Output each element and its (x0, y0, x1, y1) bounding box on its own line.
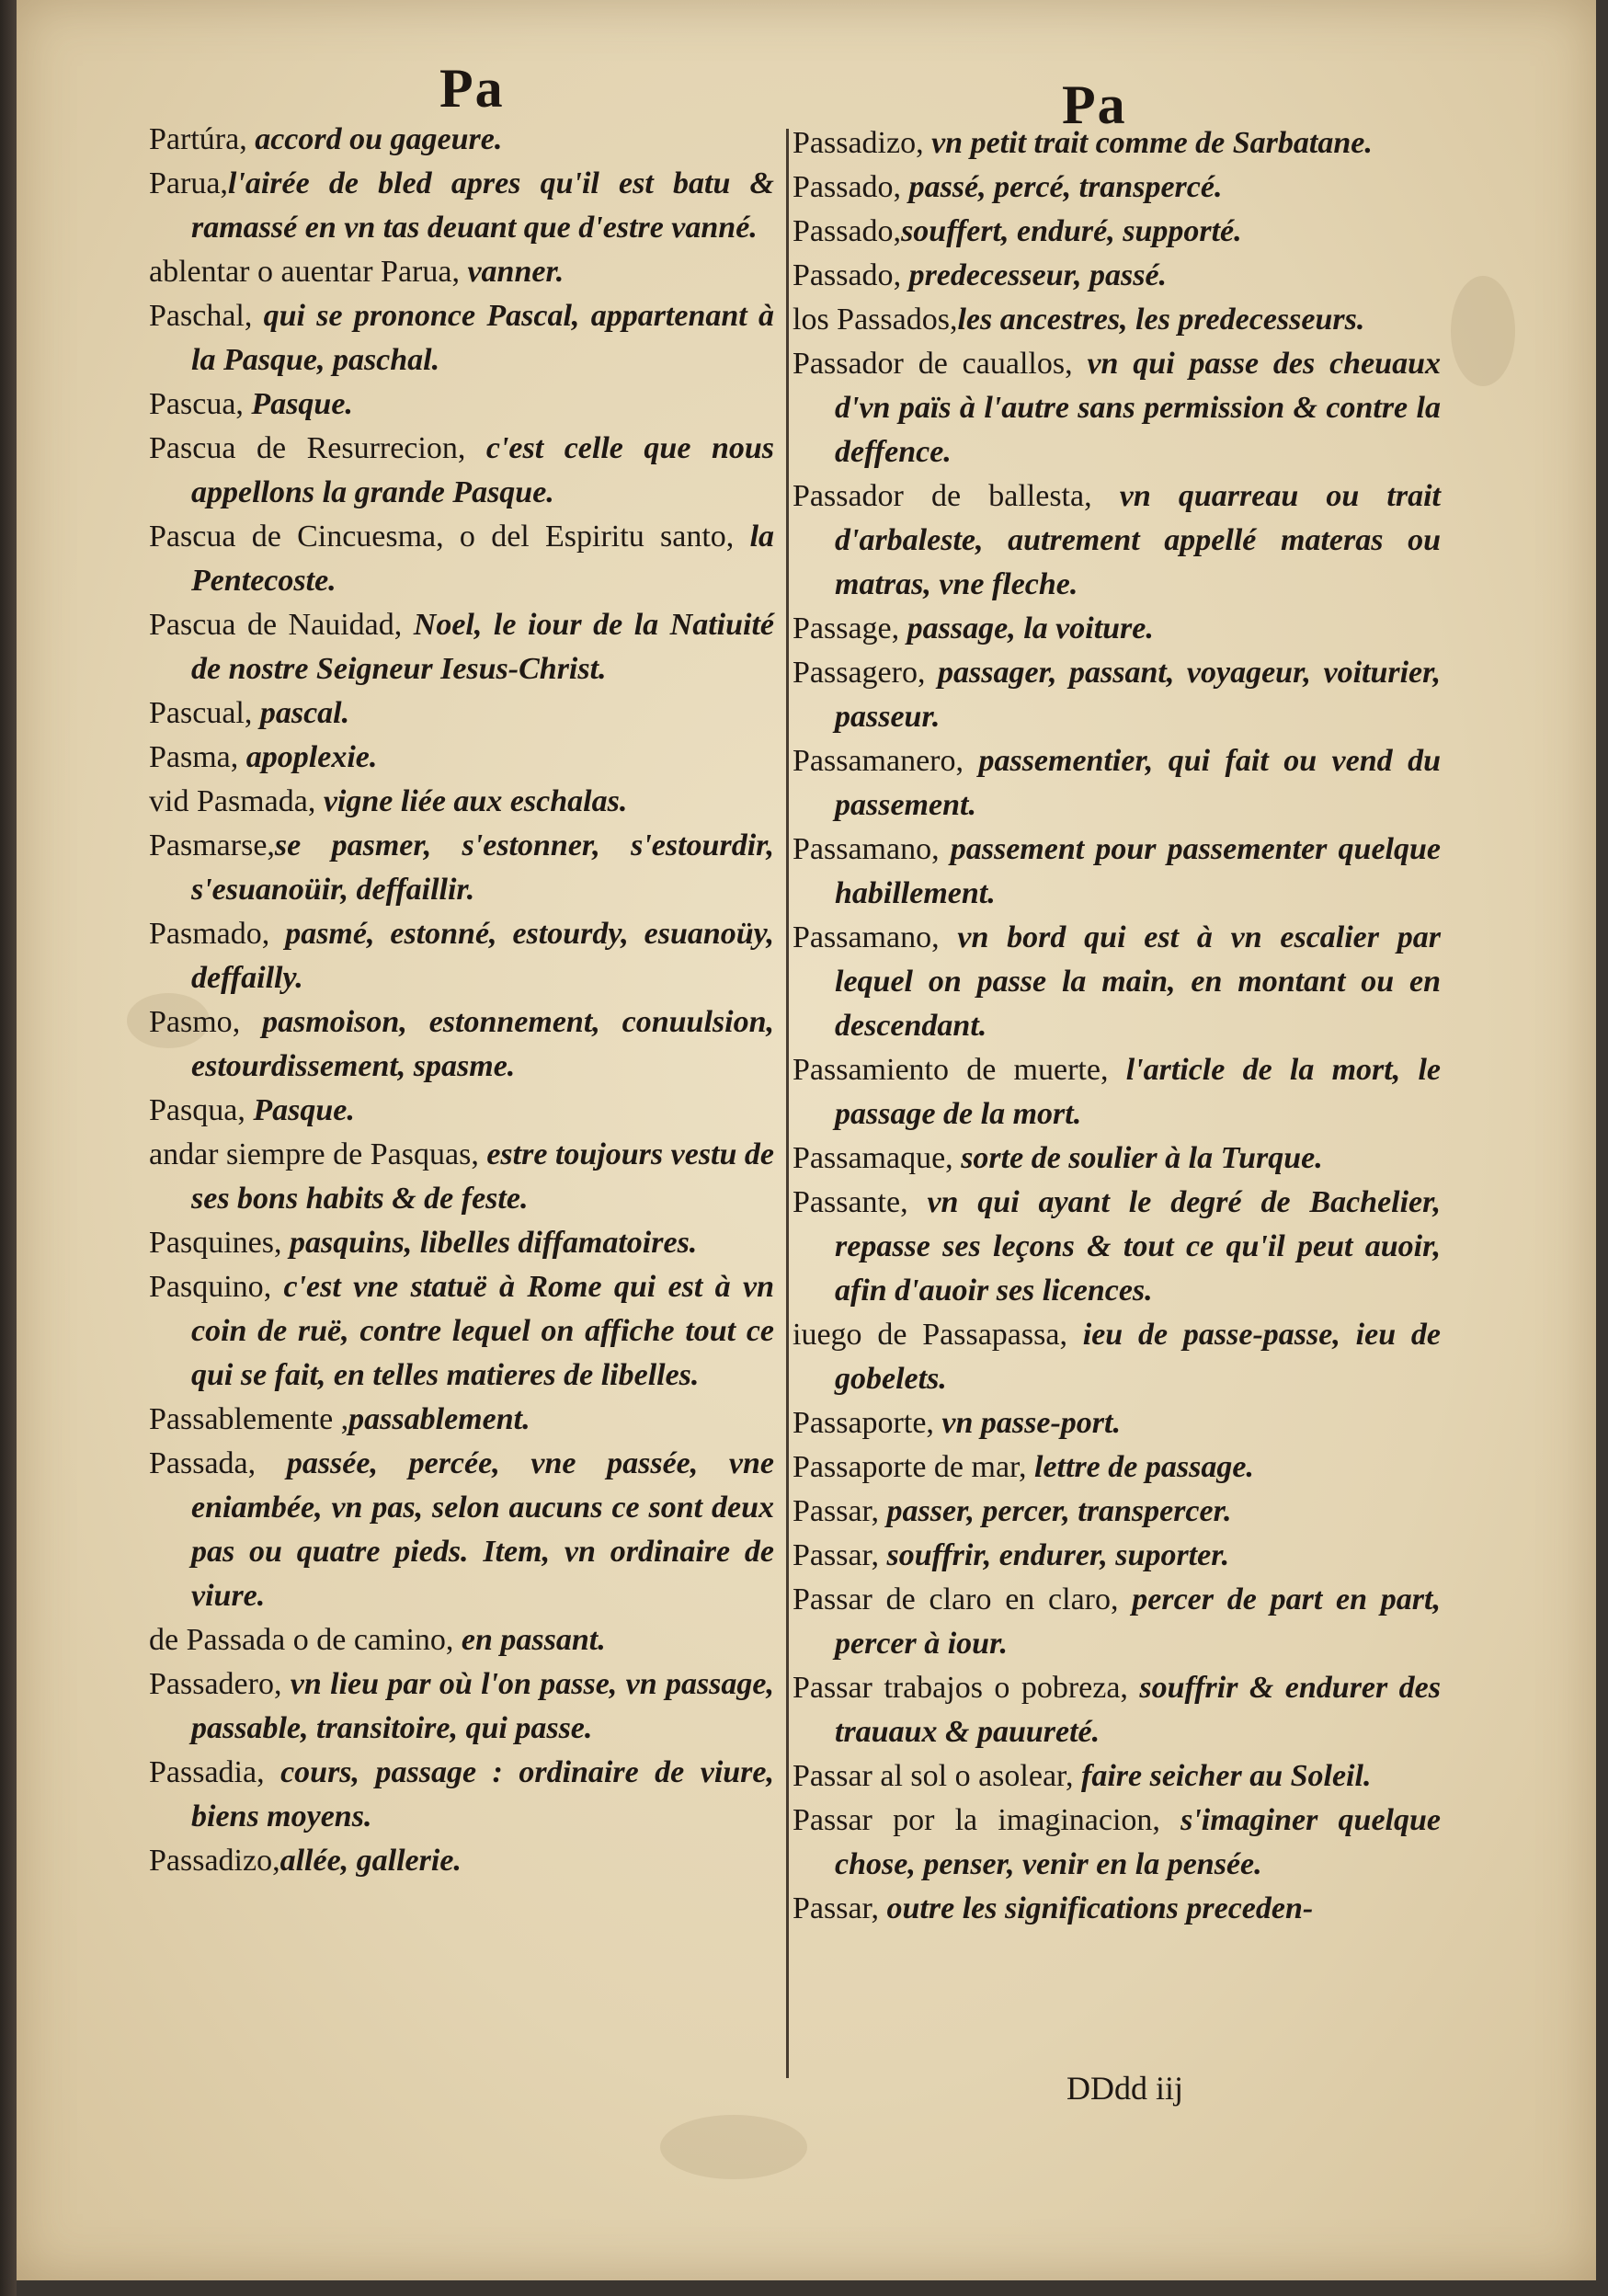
page-header-right: Pa (1062, 74, 1127, 135)
entry-definition: passer, percer, transpercer. (886, 1494, 1232, 1528)
entry-separator: , (244, 299, 264, 333)
dictionary-entry (793, 1799, 1441, 1887)
entry-separator: , (457, 431, 486, 465)
dictionary-entry (149, 427, 774, 515)
dictionary-entry (793, 1445, 1441, 1490)
dictionary-entry (793, 739, 1441, 828)
entry-headword: Pascua, (149, 387, 244, 421)
entry-definition: Noel, le iour de la Natiuité de nostre Seigneur Iesus-Christ. (191, 608, 775, 686)
entry-definition: passager, passant, voyageur, voiturier, passeur. (835, 656, 1441, 734)
entry-definition: predecesseur, passé. (908, 258, 1168, 292)
dictionary-entry (149, 162, 774, 250)
entry-definition: allée, gallerie. (279, 1844, 462, 1878)
left-column (149, 118, 774, 1883)
entry-headword: iuego de Passapassa (793, 1318, 1060, 1352)
dictionary-entry (793, 1048, 1441, 1137)
entry-headword: Pascua de Nauidad (149, 608, 394, 642)
entry-separator: , (900, 1185, 928, 1219)
dictionary-entry (793, 166, 1441, 210)
page-header-left: Pa (439, 58, 505, 119)
entry-headword: Pasmo (149, 1005, 233, 1039)
entry-separator: , (1059, 1318, 1083, 1352)
dictionary-entry (149, 1442, 774, 1618)
entry-separator (879, 1891, 887, 1925)
dictionary-entry (149, 1089, 774, 1133)
page-edge (0, 0, 17, 2296)
entry-separator: , (1084, 479, 1120, 513)
entry-definition: vn quarreau ou trait d'arbaleste, autrement appellé materas ou matras, vne fleche. (835, 479, 1441, 601)
entry-definition: lettre de passage. (1034, 1450, 1254, 1484)
entry-definition: sorte de soulier à la Turque. (961, 1141, 1323, 1175)
entry-headword: Pasqua, (149, 1093, 245, 1127)
entry-headword: Partúra (149, 122, 240, 156)
entry-definition: ieu de passe-passe, ieu de gobelets. (835, 1318, 1442, 1396)
dictionary-entry (793, 121, 1441, 166)
entry-separator (953, 1141, 962, 1175)
entry-definition: pasmoison, estonnement, conuulsion, estourdissement, spasme. (191, 1005, 774, 1083)
entry-definition: vn qui ayant le degré de Bachelier, repasse ses leçons & tout ce qu'il peut auoir, afin d'auoir ses licences. (835, 1185, 1442, 1308)
entry-separator: , (274, 1226, 290, 1260)
dictionary-entry (793, 1534, 1441, 1578)
entry-definition: passement pour passementer quelque habillement. (835, 832, 1441, 910)
entry-separator: , (893, 258, 909, 292)
entry-separator: , (445, 1623, 462, 1657)
dictionary-entry (793, 1313, 1441, 1401)
entry-headword: Passadizo, (793, 126, 924, 160)
dictionary-entry (149, 736, 774, 780)
dictionary-entry (793, 1181, 1441, 1313)
column-divider (786, 129, 789, 2078)
entry-headword: Passamanero, (793, 744, 964, 778)
entry-definition: se pasmer, s'estonner, s'estourdir, s'esuanoüir, deffaillir. (191, 828, 774, 907)
entry-definition: estre toujours vestu de ses bons habits & de feste. (191, 1137, 775, 1216)
entry-headword: Pasma, (149, 740, 239, 774)
entry-definition: vn qui passe des cheuaux d'vn païs à l'autre sans permission & contre la deffence. (835, 347, 1441, 469)
dictionary-entry (793, 342, 1441, 474)
entry-headword: Passage, (793, 611, 900, 645)
entry-definition: souffrir & endurer des trauaux & pauureté. (835, 1671, 1442, 1749)
entry-separator: , (263, 1270, 284, 1304)
entry-headword: Pascual, (149, 696, 253, 730)
entry-definition: accord ou gageure. (255, 122, 503, 156)
entry-separator (256, 1446, 287, 1480)
entry-headword: Pascua de Cincuesma, o del Espiritu santo, (149, 520, 735, 554)
dictionary-entry (793, 1578, 1441, 1666)
entry-headword: ablentar o auentar Parua, (149, 255, 460, 289)
entry-headword: los Passados, (793, 303, 958, 337)
entry-headword: Pasmarse, (149, 828, 275, 862)
entry-headword: Passador de ballesta (793, 479, 1085, 513)
entry-separator (899, 611, 907, 645)
dictionary-entry (149, 824, 774, 912)
entry-separator: , (239, 122, 256, 156)
dictionary-entry (793, 607, 1441, 651)
entry-definition: vn petit trait comme de Sarbatane. (931, 126, 1373, 160)
entry-headword: vid Pasmada (149, 784, 308, 818)
paper-stain (660, 2115, 807, 2179)
entry-separator (924, 126, 932, 160)
entry-separator (1108, 1053, 1125, 1087)
dictionary-entry (149, 294, 774, 383)
entry-headword: Passar por la imaginacion (793, 1803, 1153, 1837)
entry-definition: vigne liée aux eschalas. (323, 784, 628, 818)
entry-separator (1027, 1450, 1035, 1484)
entry-headword: Pascua de Resurrecion (149, 431, 458, 465)
entry-separator: , (931, 920, 958, 954)
entry-separator (269, 917, 285, 951)
entry-headword: Passar al sol o asolear (793, 1759, 1066, 1793)
entry-separator (879, 1494, 887, 1528)
entry-headword: Passaporte de mar, (793, 1450, 1027, 1484)
entry-headword: Passamano (793, 832, 932, 866)
entry-definition: passementier, qui fait ou vend du passement. (835, 744, 1442, 822)
entry-separator (252, 696, 260, 730)
entry-definition: outre les significations preceden- (886, 1891, 1314, 1925)
right-column (793, 121, 1441, 1931)
entry-headword: de Passada o de camino (149, 1623, 446, 1657)
entry-definition: pasmé, estonné, estourdy, esuanoüy, deffailly. (191, 917, 774, 995)
entry-separator (925, 656, 938, 690)
dictionary-entry (149, 250, 774, 294)
dictionary-entry (149, 1221, 774, 1265)
entry-headword: Passablemente (149, 1402, 334, 1436)
dictionary-entry (149, 603, 774, 691)
entry-separator (964, 744, 978, 778)
entry-headword: Passada, (149, 1446, 257, 1480)
entry-definition: la Pentecoste. (191, 520, 775, 598)
dictionary-entry (149, 912, 774, 1000)
entry-headword: Passado, (793, 170, 902, 204)
entry-separator: , (257, 1755, 281, 1789)
dictionary-entry (793, 1754, 1441, 1799)
entry-headword: Parua, (149, 166, 228, 200)
entry-definition: vanner. (467, 255, 565, 289)
entry-definition: passage, la voiture. (907, 611, 1154, 645)
entry-separator: , (1065, 347, 1088, 381)
dictionary-entry (793, 828, 1441, 916)
entry-headword: Passamiento de muerte, (793, 1053, 1109, 1087)
entry-headword: Paschal (149, 299, 245, 333)
dictionary-entry (149, 1000, 774, 1089)
dictionary-entry (149, 1618, 774, 1662)
entry-separator (238, 740, 246, 774)
entry-headword: Passar trabajos o pobreza (793, 1671, 1121, 1705)
entry-headword: Passagero, (793, 656, 926, 690)
dictionary-entry (793, 1137, 1441, 1181)
entry-headword: Passado, (793, 214, 902, 248)
entry-definition: s'imaginer quelque chose, penser, venir en la pensée. (835, 1803, 1442, 1881)
dictionary-entry (793, 210, 1441, 254)
entry-definition: l'article de la mort, le passage de la mort. (835, 1053, 1442, 1131)
entry-separator: , (333, 1402, 349, 1436)
entry-separator: , (307, 784, 324, 818)
dictionary-entry (793, 651, 1441, 739)
entry-definition: souffrir, endurer, suporter. (886, 1538, 1230, 1572)
dictionary-entry (149, 1265, 774, 1398)
entry-separator: , (393, 608, 414, 642)
entry-headword: Pasquines (149, 1226, 274, 1260)
entry-separator: , (931, 832, 951, 866)
entry-separator: , (1152, 1803, 1181, 1837)
entry-separator: , (1120, 1671, 1140, 1705)
entry-separator (1119, 1582, 1133, 1616)
dictionary-entry (793, 1401, 1441, 1445)
entry-headword: Passador de cauallos (793, 347, 1066, 381)
dictionary-entry (793, 474, 1441, 607)
entry-headword: Passamaque, (793, 1141, 953, 1175)
entry-definition: vn passe-port. (941, 1406, 1121, 1440)
entry-definition: passablement. (348, 1402, 530, 1436)
dictionary-entry (149, 1751, 774, 1839)
entry-definition: faire seicher au Soleil. (1081, 1759, 1372, 1793)
dictionary-entry (149, 515, 774, 603)
dictionary-entry (149, 1398, 774, 1442)
entry-headword: Passado (793, 258, 894, 292)
dictionary-entry (793, 916, 1441, 1048)
entry-headword: Passar, (793, 1891, 880, 1925)
entry-headword: Passante (793, 1185, 901, 1219)
entry-separator: , (232, 1005, 263, 1039)
entry-definition: les ancestres, les predecesseurs. (957, 303, 1365, 337)
entry-headword: andar siempre de Pasquas, (149, 1137, 479, 1171)
entry-definition: c'est vne statuë à Rome qui est à vn coin de ruë, contre lequel on affiche tout ce qui se fait, en telles matieres de libelles. (191, 1270, 774, 1392)
entry-definition: pasquins, libelles diffamatoires. (290, 1226, 698, 1260)
entry-headword: Passar (793, 1538, 872, 1572)
entry-definition: Pasque. (251, 387, 353, 421)
entry-headword: Pasquino (149, 1270, 264, 1304)
entry-definition: pascal. (259, 696, 350, 730)
dictionary-entry (793, 298, 1441, 342)
dictionary-entry (149, 1133, 774, 1221)
entry-definition: cours, passage : ordinaire de viure, biens moyens. (191, 1755, 775, 1833)
entry-definition: percer de part en part, percer à iour. (835, 1582, 1441, 1661)
paper-stain (1451, 276, 1515, 386)
entry-definition: c'est celle que nous appellons la grande Pasque. (191, 431, 774, 509)
entry-headword: Passar de claro en claro, (793, 1582, 1119, 1616)
dictionary-entry (149, 118, 774, 162)
entry-headword: Passadia (149, 1755, 257, 1789)
entry-separator (734, 520, 749, 554)
dictionary-entry (149, 1662, 774, 1751)
entry-headword: Passamano (793, 920, 932, 954)
entry-headword: Pasmado, (149, 917, 270, 951)
dictionary-entry (793, 1887, 1441, 1931)
entry-definition: qui se prononce Pascal, appartenant à la Pasque, paschal. (191, 299, 775, 377)
dictionary-entry (793, 1490, 1441, 1534)
entry-definition: apoplexie. (245, 740, 378, 774)
entry-headword: Passaporte, (793, 1406, 934, 1440)
entry-definition: vn lieu par où l'on passe, vn passage, passable, transitoire, qui passe. (191, 1667, 774, 1745)
dictionary-entry (793, 254, 1441, 298)
dictionary-entry (149, 691, 774, 736)
entry-separator: , (871, 1538, 887, 1572)
entry-definition: en passant. (461, 1623, 606, 1657)
dictionary-entry (149, 383, 774, 427)
dictionary-entry (793, 1666, 1441, 1754)
entry-definition: souffert, enduré, supporté. (901, 214, 1242, 248)
entry-separator: , (1066, 1759, 1082, 1793)
entry-headword: Passadizo, (149, 1844, 280, 1878)
entry-definition: l'airée de bled apres qu'il est batu & ramassé en vn tas deuant que d'estre vanné. (191, 166, 774, 245)
entry-definition: vn bord qui est à vn escalier par lequel on passe la main, en montant ou en descendant. (835, 920, 1442, 1043)
catchword-signature: DDdd iij (1066, 2070, 1184, 2107)
entry-definition: passée, percée, vne passée, vne eniambée, vn pas, selon aucuns ce sont deux pas ou quatre pieds. Item, vn ordinaire de viure. (191, 1446, 774, 1613)
entry-headword: Passadero (149, 1667, 274, 1701)
entry-separator (901, 170, 909, 204)
dictionary-entry (149, 780, 774, 824)
entry-headword: Passar, (793, 1494, 880, 1528)
dictionary-entry (149, 1839, 774, 1883)
entry-definition: passé, percé, transpercé. (908, 170, 1223, 204)
entry-definition: Pasque. (253, 1093, 355, 1127)
entry-separator: , (273, 1667, 291, 1701)
